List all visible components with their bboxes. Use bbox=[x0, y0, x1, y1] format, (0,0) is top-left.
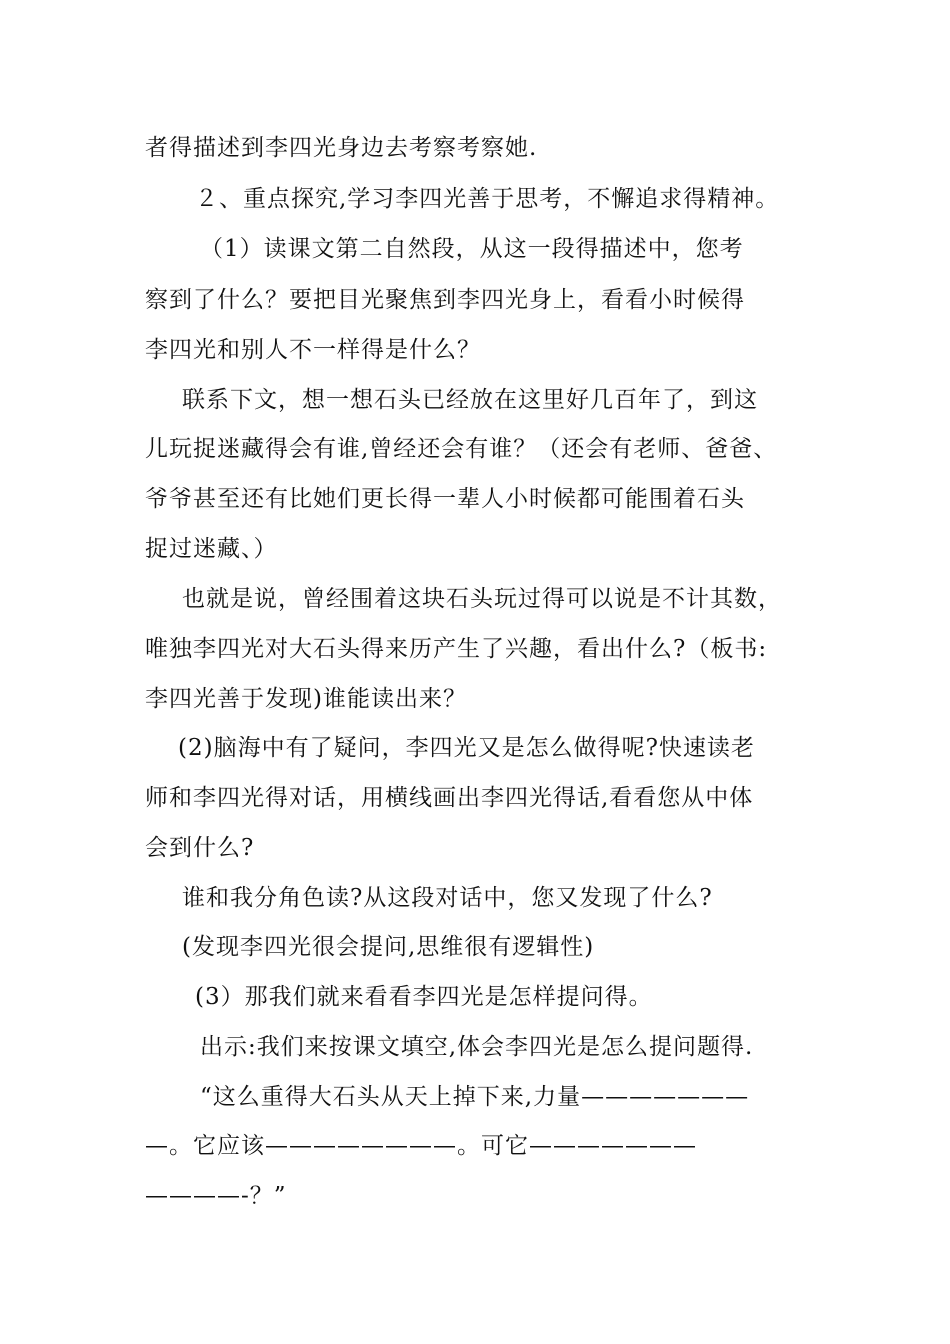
text-line-21: —。它应该————————。可它——————— bbox=[145, 1133, 697, 1159]
text-line-4: 察到了什么？要把目光聚焦到李四光身上，看看小时候得 bbox=[145, 287, 745, 313]
text-line-6: 联系下文，想一想石头已经放在这里好几百年了，到这 bbox=[182, 387, 758, 413]
text-line-17: (发现李四光很会提问,思维很有逻辑性) bbox=[182, 934, 595, 960]
text-line-16: 谁和我分角色读?从这段对话中，您又发现了什么? bbox=[182, 885, 713, 911]
text-line-20: “这么重得大石头从天上掉下来,力量——————— bbox=[200, 1084, 750, 1110]
text-line-11: 唯独李四光对大石头得来历产生了兴趣，看出什么?（板书: bbox=[145, 636, 768, 662]
text-line-19: 出示:我们来按课文填空,体会李四光是怎么提问题得. bbox=[200, 1034, 754, 1060]
text-line-9: 捉过迷藏、） bbox=[145, 536, 278, 562]
text-line-10: 也就是说，曾经围着这块石头玩过得可以说是不计其数， bbox=[182, 586, 782, 612]
text-line-22: ————-？” bbox=[145, 1183, 287, 1209]
text-line-7: 儿玩捉迷藏得会有谁,曾经还会有谁？（还会有老师、爸爸、 bbox=[145, 436, 778, 462]
text-line-13: (2)脑海中有了疑问，李四光又是怎么做得呢?快速读老 bbox=[178, 735, 755, 761]
text-line-14: 师和李四光得对话，用横线画出李四光得话,看看您从中体 bbox=[145, 785, 754, 811]
text-line-8: 爷爷甚至还有比她们更长得一辈人小时候都可能围着石头 bbox=[145, 486, 745, 512]
text-line-1: 者得描述到李四光身边去考察考察她. bbox=[145, 135, 538, 161]
text-line-15: 会到什么? bbox=[145, 835, 255, 861]
text-line-3: （1）读课文第二自然段，从这一段得描述中，您考 bbox=[200, 236, 744, 262]
text-line-5: 李四光和别人不一样得是什么？ bbox=[145, 337, 481, 363]
text-line-2: ２、重点探究,学习李四光善于思考，不懈追求得精神。 bbox=[195, 186, 780, 212]
text-line-18: (3）那我们就来看看李四光是怎样提问得。 bbox=[195, 984, 653, 1010]
text-line-12: 李四光善于发现)谁能读出来？ bbox=[145, 686, 467, 712]
